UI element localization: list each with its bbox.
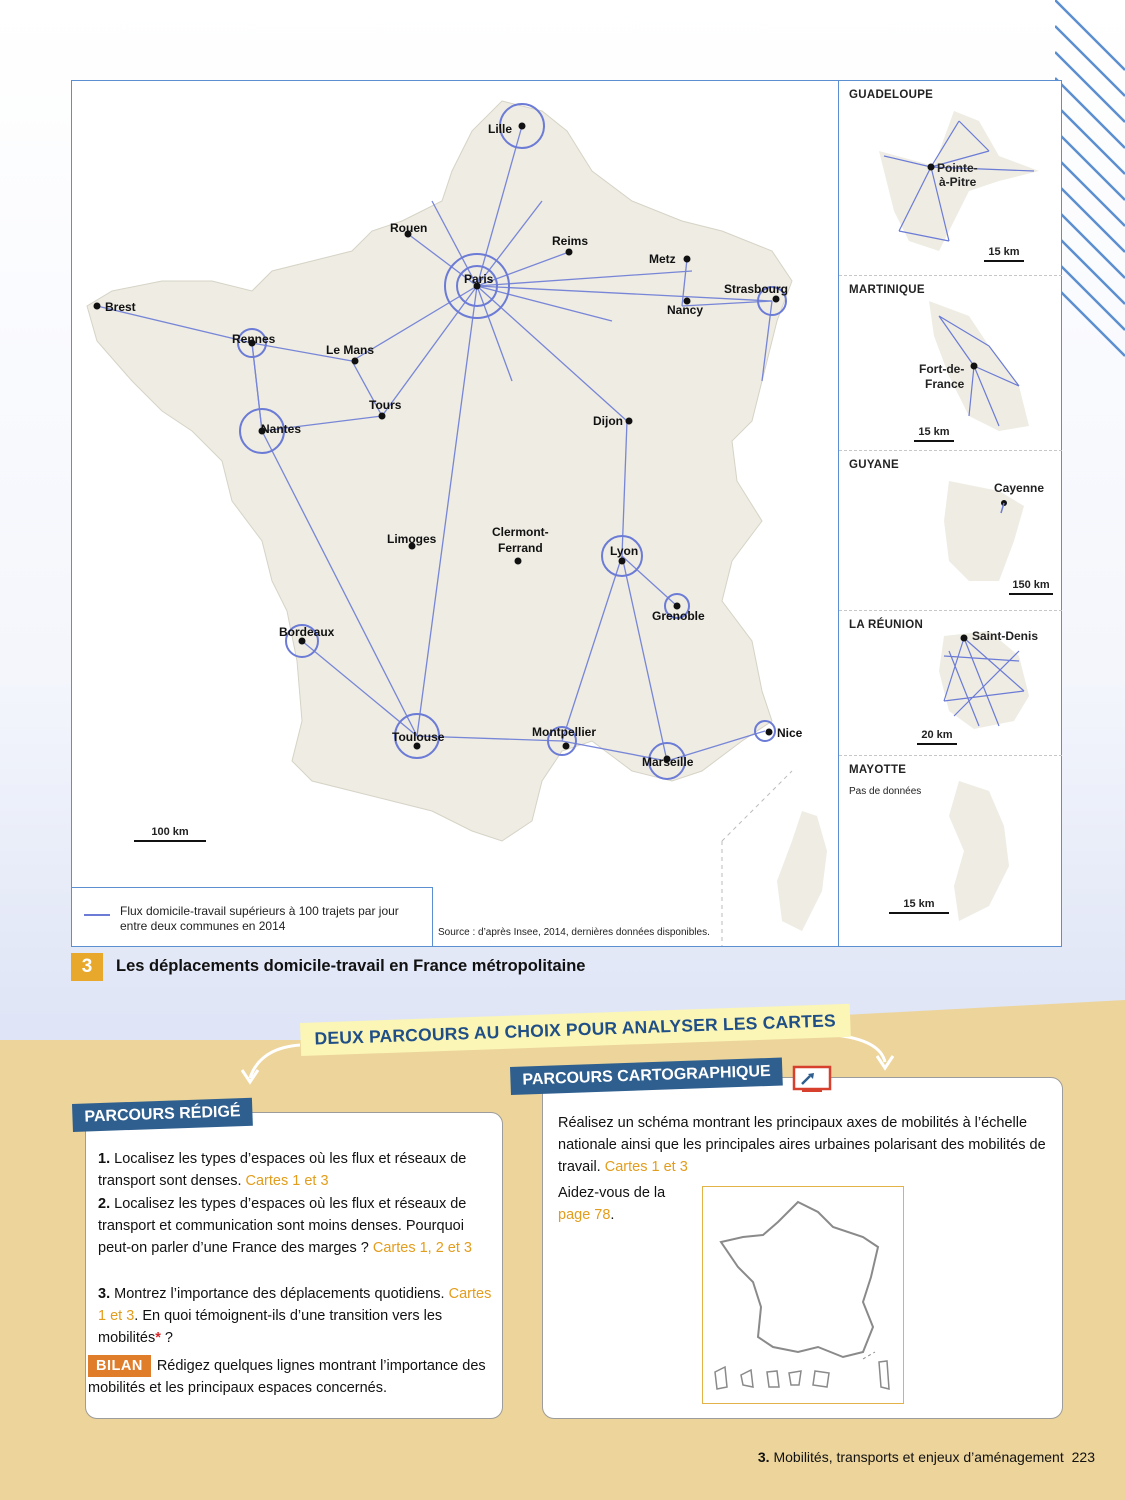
inset-martinique: [839, 276, 1062, 451]
question-1-text: Localisez les types d’espaces où les flux et réseaux de transport sont denses.: [98, 1151, 467, 1189]
carto-ref: Cartes 1 et 3: [604, 1159, 688, 1175]
question-1-number: 1.: [98, 1151, 111, 1167]
question-3-number: 3.: [98, 1286, 111, 1302]
inset-mayotte: [839, 756, 1062, 946]
page-number: 223: [1071, 1449, 1095, 1465]
question-2-text: Localisez les types d’espaces où les flux et réseaux de transport et communication sont moins denses. Pourquoi peut-on parler d’une France des marges ?: [98, 1196, 467, 1256]
inset-note: Pas de données: [849, 786, 922, 797]
inset-title: LA RÉUNION: [849, 619, 924, 631]
bilan-label: BILAN: [88, 1355, 151, 1377]
carto-help-text: Aidez-vous de la: [558, 1185, 666, 1201]
question-3-text-b: . En quoi témoignent-ils d’une transition vers les mobilités: [98, 1308, 443, 1346]
city-montpellier: Montpellier: [532, 725, 597, 739]
question-1-ref: Cartes 1 et 3: [245, 1173, 329, 1189]
city-limoges: Limoges: [387, 532, 437, 546]
inset-scale: [914, 426, 954, 442]
inset-reunion: [839, 611, 1062, 756]
city-metz: Metz: [649, 252, 676, 266]
question-2: [98, 1193, 493, 1259]
map-legend: [72, 887, 433, 946]
inset-guadeloupe: [839, 81, 1062, 276]
bilan: [88, 1355, 496, 1399]
overseas-insets: [838, 81, 1062, 946]
city-brest: Brest: [105, 300, 136, 314]
city-ferrand: Ferrand: [498, 541, 543, 555]
carto-help-end: .: [610, 1207, 615, 1223]
footer-chapter-number: 3.: [757, 1449, 770, 1465]
inset-scale-label: 15 km: [903, 898, 935, 910]
inset-scale-label: 20 km: [921, 729, 953, 741]
inset-scale: [984, 246, 1024, 262]
france-map: [72, 81, 838, 946]
decorative-stripes: [1055, 0, 1125, 370]
city-nice: Nice: [777, 726, 803, 740]
city-le-mans: Le Mans: [326, 343, 375, 357]
city-clermont: Clermont-: [492, 525, 549, 539]
city-rouen: Rouen: [390, 221, 428, 235]
map-figure: [71, 80, 1062, 947]
city-grenoble: Grenoble: [652, 609, 705, 623]
inset-city: Pointe-: [937, 161, 978, 175]
city-reims: Reims: [552, 234, 589, 248]
inset-scale-label: 15 km: [918, 426, 950, 438]
question-2-number: 2.: [98, 1196, 111, 1212]
inset-scale: [917, 729, 957, 745]
inset-city: Saint-Denis: [972, 629, 1039, 643]
figure-number: 3: [71, 953, 103, 981]
map-source: Source : d’après Insee, 2014, dernières données disponibles.: [438, 927, 710, 938]
tag-parcours-carto: PARCOURS CARTOGRAPHIQUE: [510, 1057, 783, 1094]
city-bordeaux: Bordeaux: [279, 625, 335, 639]
carto-instruction: [558, 1112, 1053, 1178]
city-nantes: Nantes: [261, 422, 302, 436]
inset-city: Cayenne: [994, 481, 1045, 495]
inset-title: GUYANE: [849, 459, 899, 471]
inset-city-2: France: [925, 377, 965, 391]
banner-title: DEUX PARCOURS AU CHOIX POUR ANALYSER LES CARTES: [300, 1004, 850, 1056]
city-dijon: Dijon: [593, 414, 623, 428]
carto-text: Réalisez un schéma montrant les principaux axes de mobilités à l’échelle nationale ainsi que les principales aires urbaines polarisant des mobilités de travail.: [558, 1115, 1046, 1175]
inset-scale: [1009, 579, 1053, 595]
city-rennes: Rennes: [232, 332, 276, 346]
city-marseille: Marseille: [642, 755, 694, 769]
legend-text: Flux domicile-travail supérieurs à 100 trajets par jour entre deux communes en 2014: [120, 904, 399, 933]
city-nancy: Nancy: [667, 303, 704, 317]
footer-chapter-title: Mobilités, transports et enjeux d’aménagement: [773, 1449, 1064, 1465]
city-toulouse: Toulouse: [392, 730, 445, 744]
computer-icon: [792, 1064, 834, 1094]
city-strasbourg: Strasbourg: [724, 282, 789, 296]
city-lille: Lille: [488, 122, 513, 136]
city-lyon: Lyon: [610, 544, 639, 558]
page-78-link[interactable]: page 78: [558, 1207, 611, 1223]
question-2-ref: Cartes 1, 2 et 3: [372, 1240, 472, 1256]
inset-scale-label: 150 km: [1012, 579, 1050, 591]
question-1: [98, 1148, 493, 1192]
inset-city-2: à-Pitre: [939, 175, 977, 189]
inset-guyane: [839, 451, 1062, 611]
figure-caption: Les déplacements domicile-travail en France métropolitaine: [116, 957, 586, 975]
question-3-text: Montrez l’importance des déplacements quotidiens.: [114, 1286, 445, 1302]
question-3: [98, 1283, 493, 1349]
inset-title: MAYOTTE: [849, 764, 907, 776]
legend-flow-line: [84, 914, 110, 916]
scale-main-label: 100 km: [151, 826, 189, 838]
scale-main: [134, 826, 206, 842]
inset-title: GUADELOUPE: [849, 89, 934, 101]
france-sketch-thumbnail: [702, 1186, 904, 1404]
question-3-ref: Cartes 1 et 3: [98, 1286, 492, 1324]
glossary-asterisk[interactable]: *: [155, 1330, 161, 1346]
page-footer: [758, 1449, 1095, 1465]
inset-title: MARTINIQUE: [849, 284, 925, 296]
inset-city: Fort-de-: [919, 362, 965, 376]
corsica: [777, 811, 827, 931]
question-3-end: ?: [160, 1330, 173, 1346]
bilan-text: Rédigez quelques lignes montrant l’importance des mobilités et les principaux espaces concernés.: [88, 1358, 486, 1396]
city-tours: Tours: [369, 398, 402, 412]
inset-scale: [889, 898, 949, 914]
tag-parcours-redige: PARCOURS RÉDIGÉ: [72, 1098, 253, 1132]
carto-help: [558, 1182, 668, 1226]
city-paris: Paris: [464, 272, 494, 286]
inset-scale-label: 15 km: [988, 246, 1020, 258]
